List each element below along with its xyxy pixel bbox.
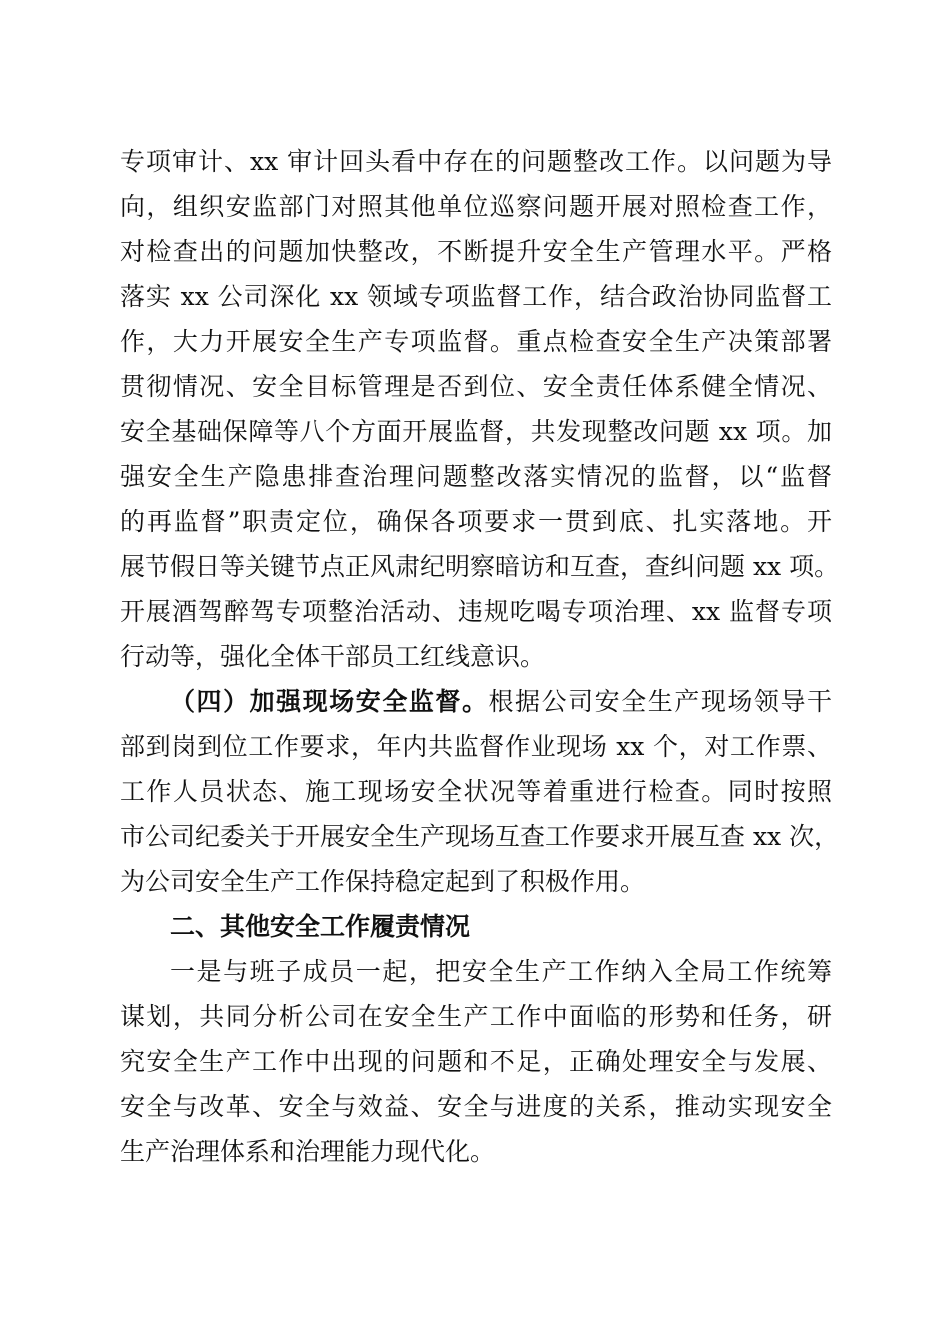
paragraph-2-line-1 xyxy=(170,680,832,724)
paragraph-2-line-5: 为公司安全生产工作保持稳定起到了积极作用。 xyxy=(120,867,646,896)
paragraph-1-line-7: 安全基础保障等八个方面开展监督，共发现整改问题 xx 项。加 xyxy=(120,417,832,446)
paragraph-1-line-1: 专项审计、xx 审计回头看中存在的问题整改工作。以问题为导 xyxy=(120,147,832,176)
paragraph-2-line-3: 工作人员状态、施工现场安全状况等着重进行检查。同时按照 xyxy=(120,777,832,806)
paragraph-3-line-5: 生产治理体系和治理能力现代化。 xyxy=(120,1137,496,1166)
paragraph-1-line-11: 开展酒驾醉驾专项整治活动、违规吃喝专项治理、xx 监督专项 xyxy=(120,597,832,626)
paragraph-1-line-6: 贯彻情况、安全目标管理是否到位、安全责任体系健全情况、 xyxy=(120,372,832,401)
paragraph-2-line-4: 市公司纪委关于开展安全生产现场互查工作要求开展互查 xx 次， xyxy=(120,822,840,851)
paragraph-1-line-2: 向，组织安监部门对照其他单位巡察问题开展对照检查工作， xyxy=(120,192,832,221)
paragraph-1-line-4: 落实 xx 公司深化 xx 领域专项监督工作，结合政治协同监督工 xyxy=(120,282,832,311)
paragraph-3-line-1: 一是与班子成员一起，把安全生产工作纳入全局工作统筹 xyxy=(170,957,832,986)
paragraph-1-line-8: 强安全生产隐患排查治理问题整改落实情况的监督，以“监督 xyxy=(120,462,832,491)
section-heading: 二、其他安全工作履责情况 xyxy=(170,912,471,941)
paragraph-2-lead: （四）加强现场安全监督。 xyxy=(170,687,489,716)
paragraph-3-line-3: 究安全生产工作中出现的问题和不足，正确处理安全与发展、 xyxy=(120,1047,832,1076)
paragraph-1-line-5: 作，大力开展安全生产专项监督。重点检查安全生产决策部署 xyxy=(120,327,832,356)
paragraph-2-line-2: 部到岗到位工作要求，年内共监督作业现场 xx 个，对工作票、 xyxy=(120,732,832,761)
paragraph-3-line-4: 安全与改革、安全与效益、安全与进度的关系，推动实现安全 xyxy=(120,1092,832,1121)
paragraph-1-line-9: 的再监督”职责定位，确保各项要求一贯到底、扎实落地。开 xyxy=(120,507,832,536)
paragraph-1-line-10: 展节假日等关键节点正风肃纪明察暗访和互查，查纠问题 xx 项。 xyxy=(120,552,840,581)
paragraph-1-line-12: 行动等，强化全体干部员工红线意识。 xyxy=(120,642,546,671)
paragraph-3-line-2: 谋划，共同分析公司在安全生产工作中面临的形势和任务，研 xyxy=(120,1002,832,1031)
paragraph-1-line-3: 对检查出的问题加快整改，不断提升安全生产管理水平。严格 xyxy=(120,237,832,266)
paragraph-2-first-rest: 根据公司安全生产现场领导干 xyxy=(488,687,832,716)
